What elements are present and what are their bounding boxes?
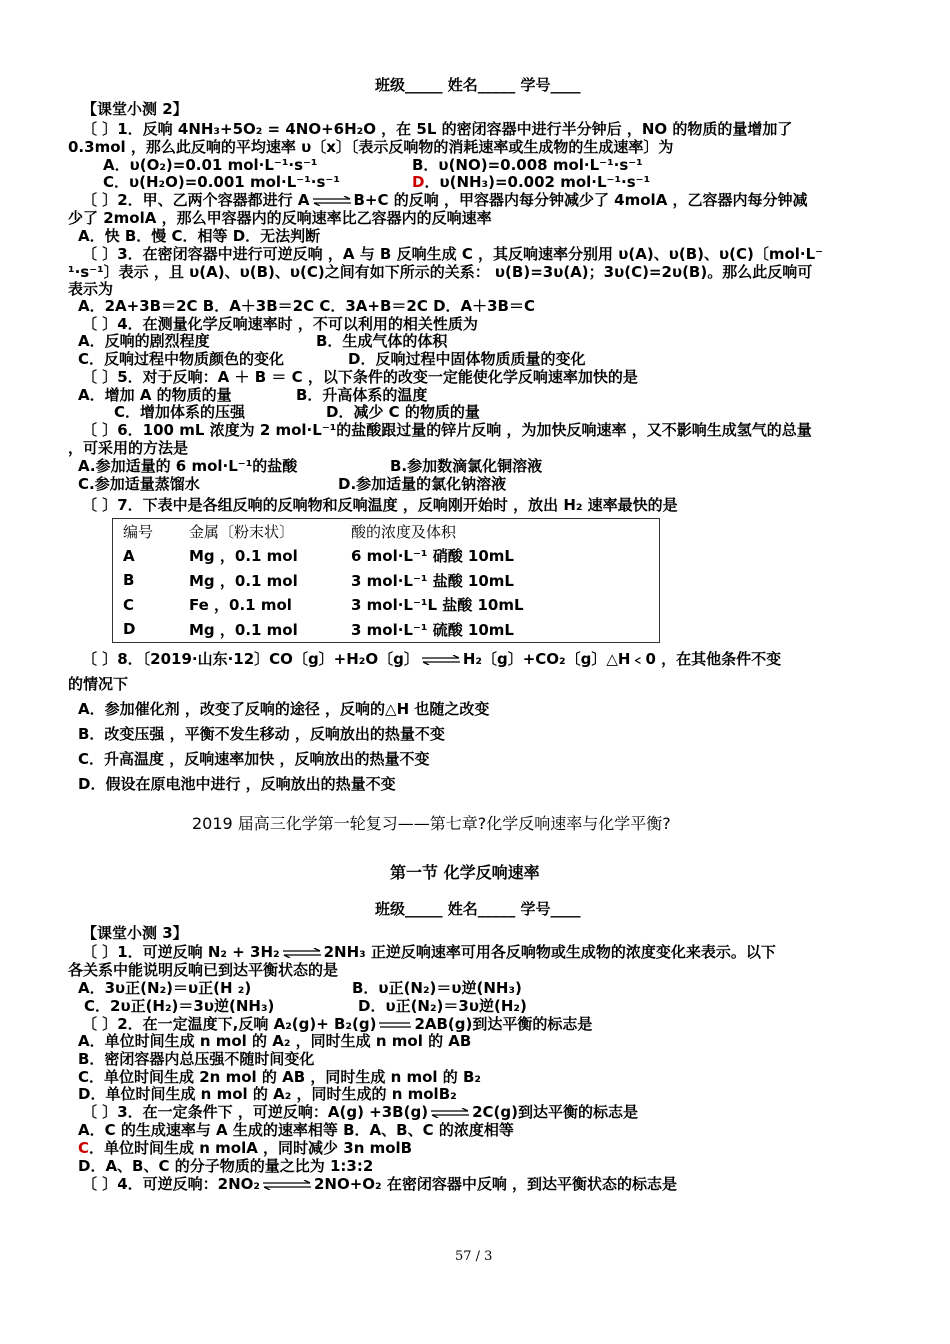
reversible-arrow-icon — [378, 1020, 412, 1030]
reversible-arrow-icon — [262, 1180, 312, 1190]
q4-option-b: B．生成气体的体积 — [316, 332, 448, 350]
q3-2-option-a: A．单位时间生成 n mol 的 A₂ ，同时生成 n mol 的 AB — [78, 1032, 472, 1050]
q3-1-option-d: D．υ正(N₂)＝3υ逆(H₂) — [358, 997, 527, 1015]
q2-stem-cont: 少了 2molA ，那么甲容器内的反响速率比乙容器内的反响速率 — [68, 209, 492, 227]
table-cell: 6 mol·L⁻¹ 硝酸 10mL — [351, 547, 514, 566]
reversible-arrow-icon — [421, 655, 461, 665]
q6-stem: 〔 〕6．100 mL 浓度为 2 mol·L⁻¹的盐酸跟过量的锌片反响 ，为加快反响速率 ，又不影响生成氢气的总量 — [82, 421, 812, 439]
reversible-arrow-icon — [430, 1108, 470, 1118]
table-cell: Fe ，0.1 mol — [189, 596, 292, 615]
q4-option-c: C．反响过程中物质颜色的变化 — [78, 350, 285, 368]
reversible-arrow-icon — [282, 948, 322, 958]
table-cell: Mg ，0.1 mol — [189, 620, 298, 639]
q4-option-d: D．反响过程中固体物质质量的变化 — [348, 350, 586, 368]
table-header: 酸的浓度及体积 — [351, 522, 457, 541]
table-cell: B — [123, 571, 135, 590]
q1-option-a: A．υ(O₂)=0.01 mol·L⁻¹·s⁻¹ — [103, 156, 318, 174]
q5-option-a: A．增加 A 的物质的量 — [78, 386, 232, 404]
table-cell: 3 mol·L⁻¹ 盐酸 10mL — [351, 571, 514, 590]
q1-option-c: C．υ(H₂O)=0.001 mol·L⁻¹·s⁻¹ — [103, 173, 340, 191]
q6-option-c: C.参加适量蒸馏水 — [78, 475, 200, 493]
q5-option-b: B．升高体系的温度 — [296, 386, 428, 404]
q3-2-option-b: B．密闭容器内总压强不随时间变化 — [78, 1050, 315, 1068]
q8-stem: 〔 〕8．〔2019·山东·12〕CO〔g〕+H₂O〔g〕 H₂〔g〕+CO₂〔g〕△H﹤0 ，在其他条件不变 — [82, 650, 782, 668]
q1-stem-cont: 0.3mol ，那么此反响的平均速率 υ〔x〕〔表示反响物的消耗速率或生成物的生成速率〕为 — [68, 138, 674, 156]
q3-1-stem-cont: 各关系中能说明反响已到达平衡状态的是 — [68, 961, 339, 979]
q8-stem-cont: 的情况下 — [68, 675, 129, 693]
q3-2-option-d: D．单位时间生成 n mol 的 A₂ ，同时生成的 n molB₂ — [78, 1085, 457, 1103]
table-row — [113, 593, 660, 618]
q5-option-d: D．减少 C 的物质的量 — [326, 403, 480, 421]
q7-stem: 〔 〕7．下表中是各组反响的反响物和反响温度 ，反响刚开始时 ，放出 H₂ 速率最快的是 — [82, 496, 678, 514]
q8-option-c: C．升高温度 ，反响速率加快 ，反响放出的热量不变 — [78, 750, 430, 768]
student-info-line: 班级_____ 姓名_____ 学号____ — [375, 900, 581, 918]
table-row — [113, 617, 660, 642]
q3-1-option-b: B．υ正(N₂)＝υ逆(NH₃) — [352, 979, 522, 997]
q3-stem-cont: ¹·s⁻¹〕表示 ，且 υ(A)、υ(B)、υ(C)之间有如下所示的关系： υ(B)=3υ(A)；3υ(C)=2υ(B)。那么此反响可 — [68, 263, 813, 281]
table-cell: D — [123, 620, 136, 639]
answer-mark: D — [412, 173, 425, 191]
q2-stem: 〔 〕2．甲、乙两个容器都进行 A B+C 的反响 ，甲容器内每分钟减少了 4molA ，乙容器内每分钟减 — [82, 191, 808, 209]
table-cell: C — [123, 595, 135, 614]
q5-stem: 〔 〕5．对于反响：A ＋ B ＝ C ，以下条件的改变一定能使化学反响速率加快的是 — [82, 368, 638, 386]
q8-option-a: A．参加催化剂 ，改变了反响的途径 ，反响的△H 也随之改变 — [78, 700, 490, 718]
q5-option-c: C．增加体系的压强 — [114, 403, 246, 421]
q4-option-a: A．反响的剧烈程度 — [78, 332, 210, 350]
q6-stem-cont: ，可采用的方法是 — [68, 439, 189, 457]
q2-options: A．快 B．慢 C．相等 D．无法判断 — [78, 227, 321, 245]
q3-1-option-a: A．3υ正(N₂)＝υ正(H ₂) — [78, 979, 252, 997]
q7-experiment-table — [112, 518, 660, 643]
q6-option-a: A.参加适量的 6 mol·L⁻¹的盐酸 — [78, 457, 298, 475]
q1-stem: 〔 〕1．反响 4NH₃+5O₂ = 4NO+6H₂O ，在 5L 的密闭容器中进行半分钟后 ，NO 的物质的量增加了 — [82, 120, 793, 138]
q3-3-stem: 〔 〕3．在一定条件下 ，可逆反响：A(g) +3B(g) 2C(g)到达平衡的标志是 — [82, 1103, 638, 1121]
table-header: 金属〔粉末状〕 — [189, 522, 295, 541]
q3-2-option-c: C．单位时间生成 2n mol 的 AB ，同时生成 n mol 的 B₂ — [78, 1068, 482, 1086]
q3-2-stem: 〔 〕2．在一定温度下,反响 A₂(g)+ B₂(g) 2AB(g)到达平衡的标志是 — [82, 1015, 593, 1033]
table-cell: A — [123, 546, 135, 565]
reversible-arrow-icon — [312, 196, 352, 206]
q6-option-b: B.参加数滴氯化铜溶液 — [390, 457, 543, 475]
q3-3-option-c: C．单位时间生成 n molA ，同时减少 3n molB — [78, 1139, 413, 1157]
student-info-line: 班级_____ 姓名_____ 学号____ — [375, 76, 581, 94]
table-header: 编号 — [123, 522, 154, 541]
table-cell: Mg ，0.1 mol — [189, 547, 298, 566]
page-number: 57 / 3 — [455, 1249, 493, 1264]
answer-mark: C — [78, 1139, 90, 1157]
q3-3-option-d: D．A、B、C 的分子物质的量之比为 1:3:2 — [78, 1157, 374, 1175]
section-title: 第一节 化学反响速率 — [390, 863, 540, 882]
q3-1-option-c: C．2υ正(H₂)＝3υ逆(NH₃) — [84, 997, 275, 1015]
quiz2-title: 【课堂小测 2】 — [82, 100, 188, 118]
table-cell: 3 mol·L⁻¹L 盐酸 10mL — [351, 596, 524, 615]
q4-stem: 〔 〕4．在测量化学反响速率时 ，不可以利用的相关性质为 — [82, 315, 478, 333]
q3-1-stem: 〔 〕1．可逆反响 N₂ + 3H₂ 2NH₃ 正逆反响速率可用各反响物或生成物的浓度变化来表示。以下 — [82, 943, 776, 961]
table-cell: 3 mol·L⁻¹ 硫酸 10mL — [351, 620, 514, 639]
q1-option-d: D．υ(NH₃)=0.002 mol·L⁻¹·s⁻¹ — [412, 173, 651, 191]
q3-stem-cont2: 表示为 — [68, 280, 114, 298]
q6-option-d: D.参加适量的氯化钠溶液 — [338, 475, 507, 493]
q3-options: A．2A+3B＝2C B．A＋3B＝2C C．3A+B＝2C D．A＋3B＝C — [78, 297, 536, 315]
quiz3-title: 【课堂小测 3】 — [82, 924, 188, 942]
document-title: 2019 届高三化学第一轮复习——第七章?化学反响速率与化学平衡? — [192, 814, 671, 833]
q8-option-d: D．假设在原电池中进行 ，反响放出的热量不变 — [78, 775, 396, 793]
q3-4-stem: 〔 〕4．可逆反响：2NO₂ 2NO+O₂ 在密闭容器中反响 ，到达平衡状态的标志是 — [82, 1175, 678, 1193]
table-header-row — [113, 519, 660, 544]
q3-3-options-ab: A．C 的生成速率与 A 生成的速率相等 B．A、B、C 的浓度相等 — [78, 1121, 514, 1139]
q8-option-b: B．改变压强 ，平衡不发生移动 ，反响放出的热量不变 — [78, 725, 445, 743]
q1-option-b: B．υ(NO)=0.008 mol·L⁻¹·s⁻¹ — [412, 156, 643, 174]
table-row — [113, 568, 660, 593]
q3-stem: 〔 〕3．在密闭容器中进行可逆反响 ，A 与 B 反响生成 C ，其反响速率分别用 υ(A)、υ(B)、υ(C)〔mol·L⁻ — [82, 245, 824, 263]
table-row — [113, 544, 660, 569]
table-cell: Mg ，0.1 mol — [189, 571, 298, 590]
